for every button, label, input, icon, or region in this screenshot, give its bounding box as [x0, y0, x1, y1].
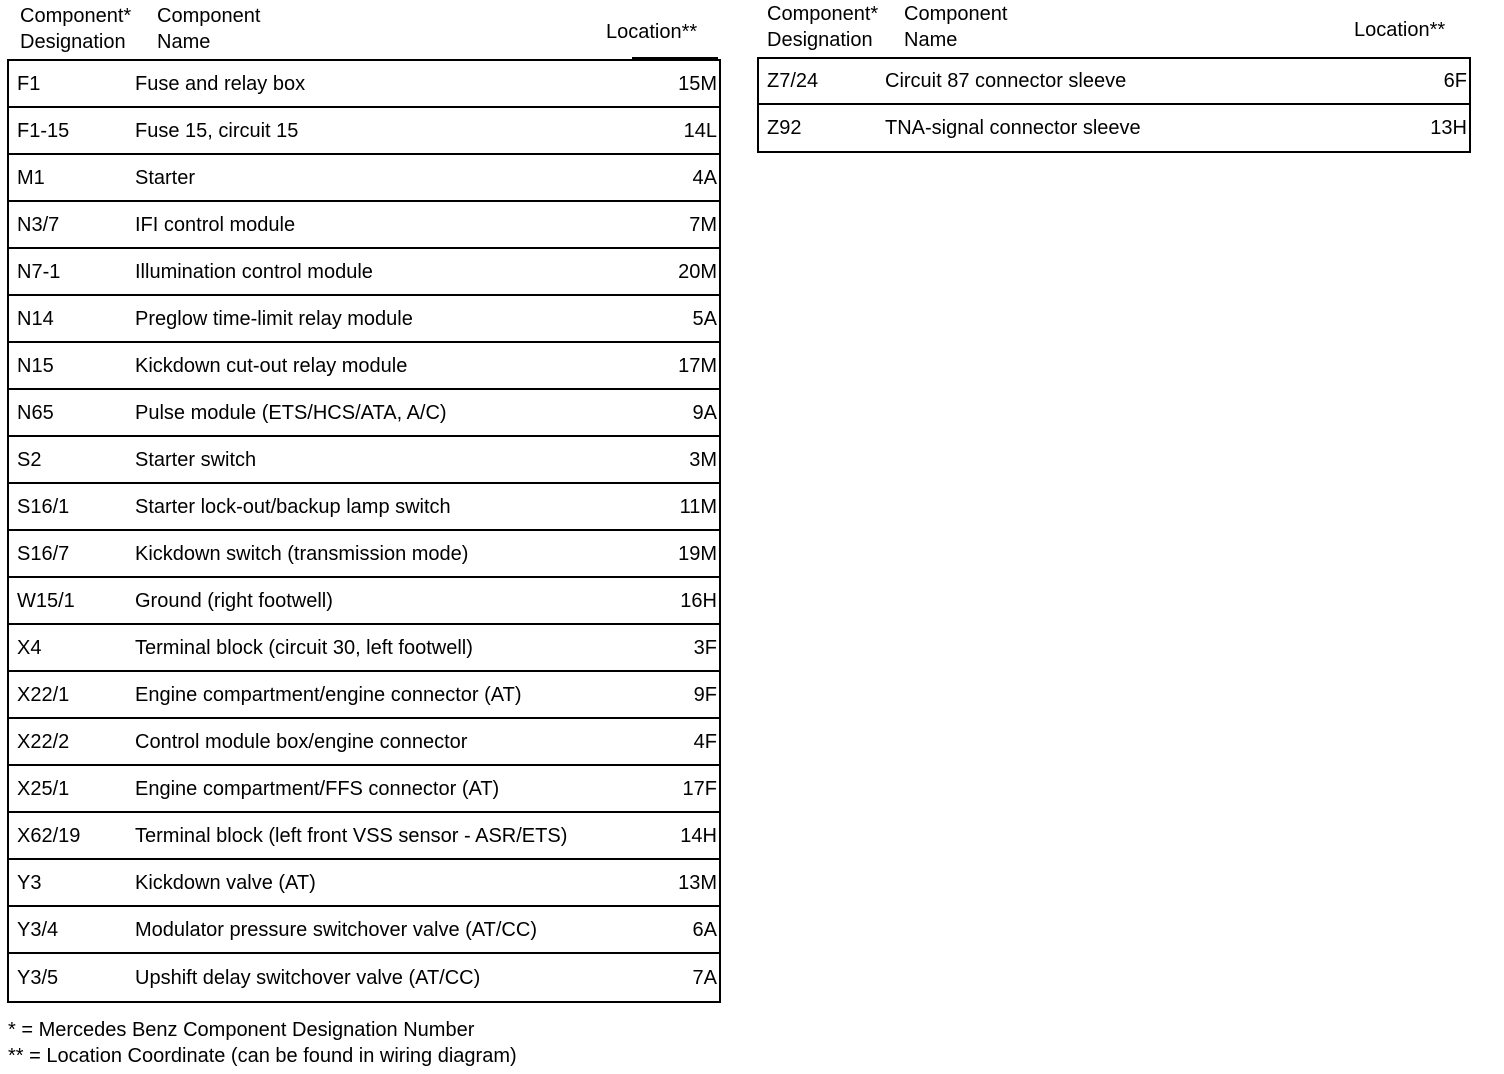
component-name: Pulse module (ETS/HCS/ATA, A/C) — [135, 401, 447, 424]
table-row — [759, 59, 1469, 105]
component-designation: S16/1 — [17, 495, 70, 518]
component-name: Engine compartment/FFS connector (AT) — [135, 777, 500, 800]
table-row — [9, 249, 719, 296]
left-header-name — [157, 3, 260, 55]
right-header-location: Location** — [1354, 19, 1446, 41]
component-designation: Y3/4 — [17, 918, 59, 941]
left-header-designation-line2: Designation — [20, 31, 126, 53]
component-designation: F1-15 — [17, 119, 70, 142]
left-header-designation — [20, 3, 131, 55]
component-location: 14H — [680, 824, 717, 847]
component-name: Illumination control module — [135, 260, 373, 283]
component-designation: S16/7 — [17, 542, 70, 565]
table-row — [9, 296, 719, 343]
component-location: 14L — [683, 119, 717, 142]
component-name: TNA-signal connector sleeve — [885, 117, 1141, 139]
component-location: 11M — [679, 495, 717, 518]
table-row — [9, 907, 719, 954]
left-header-name-line1: Component — [157, 5, 261, 27]
table-row — [9, 202, 719, 249]
component-designation: S2 — [17, 448, 42, 471]
table-row — [9, 625, 719, 672]
table-row — [9, 766, 719, 813]
component-name: Preglow time-limit relay module — [135, 307, 413, 330]
component-location: 17M — [678, 354, 717, 377]
component-designation: M1 — [17, 166, 45, 189]
component-designation: Z7/24 — [767, 70, 819, 92]
left-component-table — [7, 59, 721, 1003]
component-designation: X22/1 — [17, 683, 70, 706]
table-row — [9, 155, 719, 202]
table-row — [9, 672, 719, 719]
component-designation: Y3 — [17, 871, 42, 894]
component-designation: X22/2 — [17, 730, 70, 753]
component-name: Kickdown valve (AT) — [135, 871, 316, 894]
component-location: 19M — [678, 542, 717, 565]
component-designation: N7-1 — [17, 260, 61, 283]
component-location: 3F — [693, 636, 717, 659]
table-row — [9, 108, 719, 155]
component-designation: X25/1 — [17, 777, 70, 800]
component-name: Fuse and relay box — [135, 72, 306, 95]
component-designation: N14 — [17, 307, 54, 330]
component-designation: N3/7 — [17, 213, 60, 236]
table-row — [9, 61, 719, 108]
component-designation: W15/1 — [17, 589, 75, 612]
footnote-designation: * = Mercedes Benz Component Designation Number — [8, 1019, 475, 1041]
component-name: Terminal block (circuit 30, left footwell) — [135, 636, 473, 659]
right-header-name-line1: Component — [904, 3, 1008, 25]
component-name: Ground (right footwell) — [135, 589, 333, 612]
component-location: 13M — [678, 871, 717, 894]
component-designation: N65 — [17, 401, 54, 424]
table-row — [9, 578, 719, 625]
right-header-designation — [767, 1, 878, 53]
component-designation: Z92 — [767, 117, 802, 139]
component-designation: N15 — [17, 354, 54, 377]
right-header-name-line2: Name — [904, 29, 958, 51]
component-name: Fuse 15, circuit 15 — [135, 119, 299, 142]
table-row — [9, 954, 719, 1001]
component-name: IFI control module — [135, 213, 296, 236]
component-name: Starter — [135, 166, 196, 189]
component-location: 6F — [1443, 70, 1467, 92]
component-designation: Y3/5 — [17, 966, 59, 989]
component-name: Engine compartment/engine connector (AT) — [135, 683, 522, 706]
component-name: Modulator pressure switchover valve (AT/CC) — [135, 918, 537, 941]
right-header-name — [904, 1, 1007, 53]
component-location: 7M — [689, 213, 717, 236]
component-location: 9F — [693, 683, 717, 706]
component-name: Control module box/engine connector — [135, 730, 468, 753]
component-name: Kickdown switch (transmission mode) — [135, 542, 469, 565]
table-row — [9, 860, 719, 907]
left-header-name-line2: Name — [157, 31, 211, 53]
table-row — [9, 813, 719, 860]
table-row — [9, 390, 719, 437]
table-row — [9, 343, 719, 390]
component-name: Circuit 87 connector sleeve — [885, 70, 1127, 92]
component-location: 20M — [678, 260, 717, 283]
component-designation: F1 — [17, 72, 41, 95]
table-row — [9, 531, 719, 578]
component-location: 7A — [692, 966, 717, 989]
component-location: 5A — [692, 307, 717, 330]
component-name: Terminal block (left front VSS sensor - ASR/ETS) — [135, 824, 568, 847]
component-location: 9A — [692, 401, 717, 424]
footnote-location: ** = Location Coordinate (can be found in wiring diagram) — [8, 1045, 517, 1067]
component-location: 17F — [682, 777, 717, 800]
table-row — [9, 719, 719, 766]
left-header-location: Location** — [606, 21, 698, 43]
component-location: 15M — [678, 72, 717, 95]
right-header-designation-line1: Component* — [767, 3, 879, 25]
component-location: 6A — [692, 918, 717, 941]
right-header-designation-line2: Designation — [767, 29, 873, 51]
component-name: Upshift delay switchover valve (AT/CC) — [135, 966, 481, 989]
component-name: Starter lock-out/backup lamp switch — [135, 495, 451, 518]
component-location: 16H — [680, 589, 717, 612]
table-row — [759, 105, 1469, 151]
component-location: 3M — [689, 448, 717, 471]
component-designation: X4 — [17, 636, 42, 659]
component-designation: X62/19 — [17, 824, 81, 847]
component-location: 13H — [1430, 117, 1467, 139]
component-location: 4A — [692, 166, 717, 189]
left-header-designation-line1: Component* — [20, 5, 132, 27]
component-name: Kickdown cut-out relay module — [135, 354, 408, 377]
component-name: Starter switch — [135, 448, 257, 471]
table-row — [9, 437, 719, 484]
right-component-table — [757, 57, 1471, 153]
component-location: 4F — [693, 730, 717, 753]
table-row — [9, 484, 719, 531]
